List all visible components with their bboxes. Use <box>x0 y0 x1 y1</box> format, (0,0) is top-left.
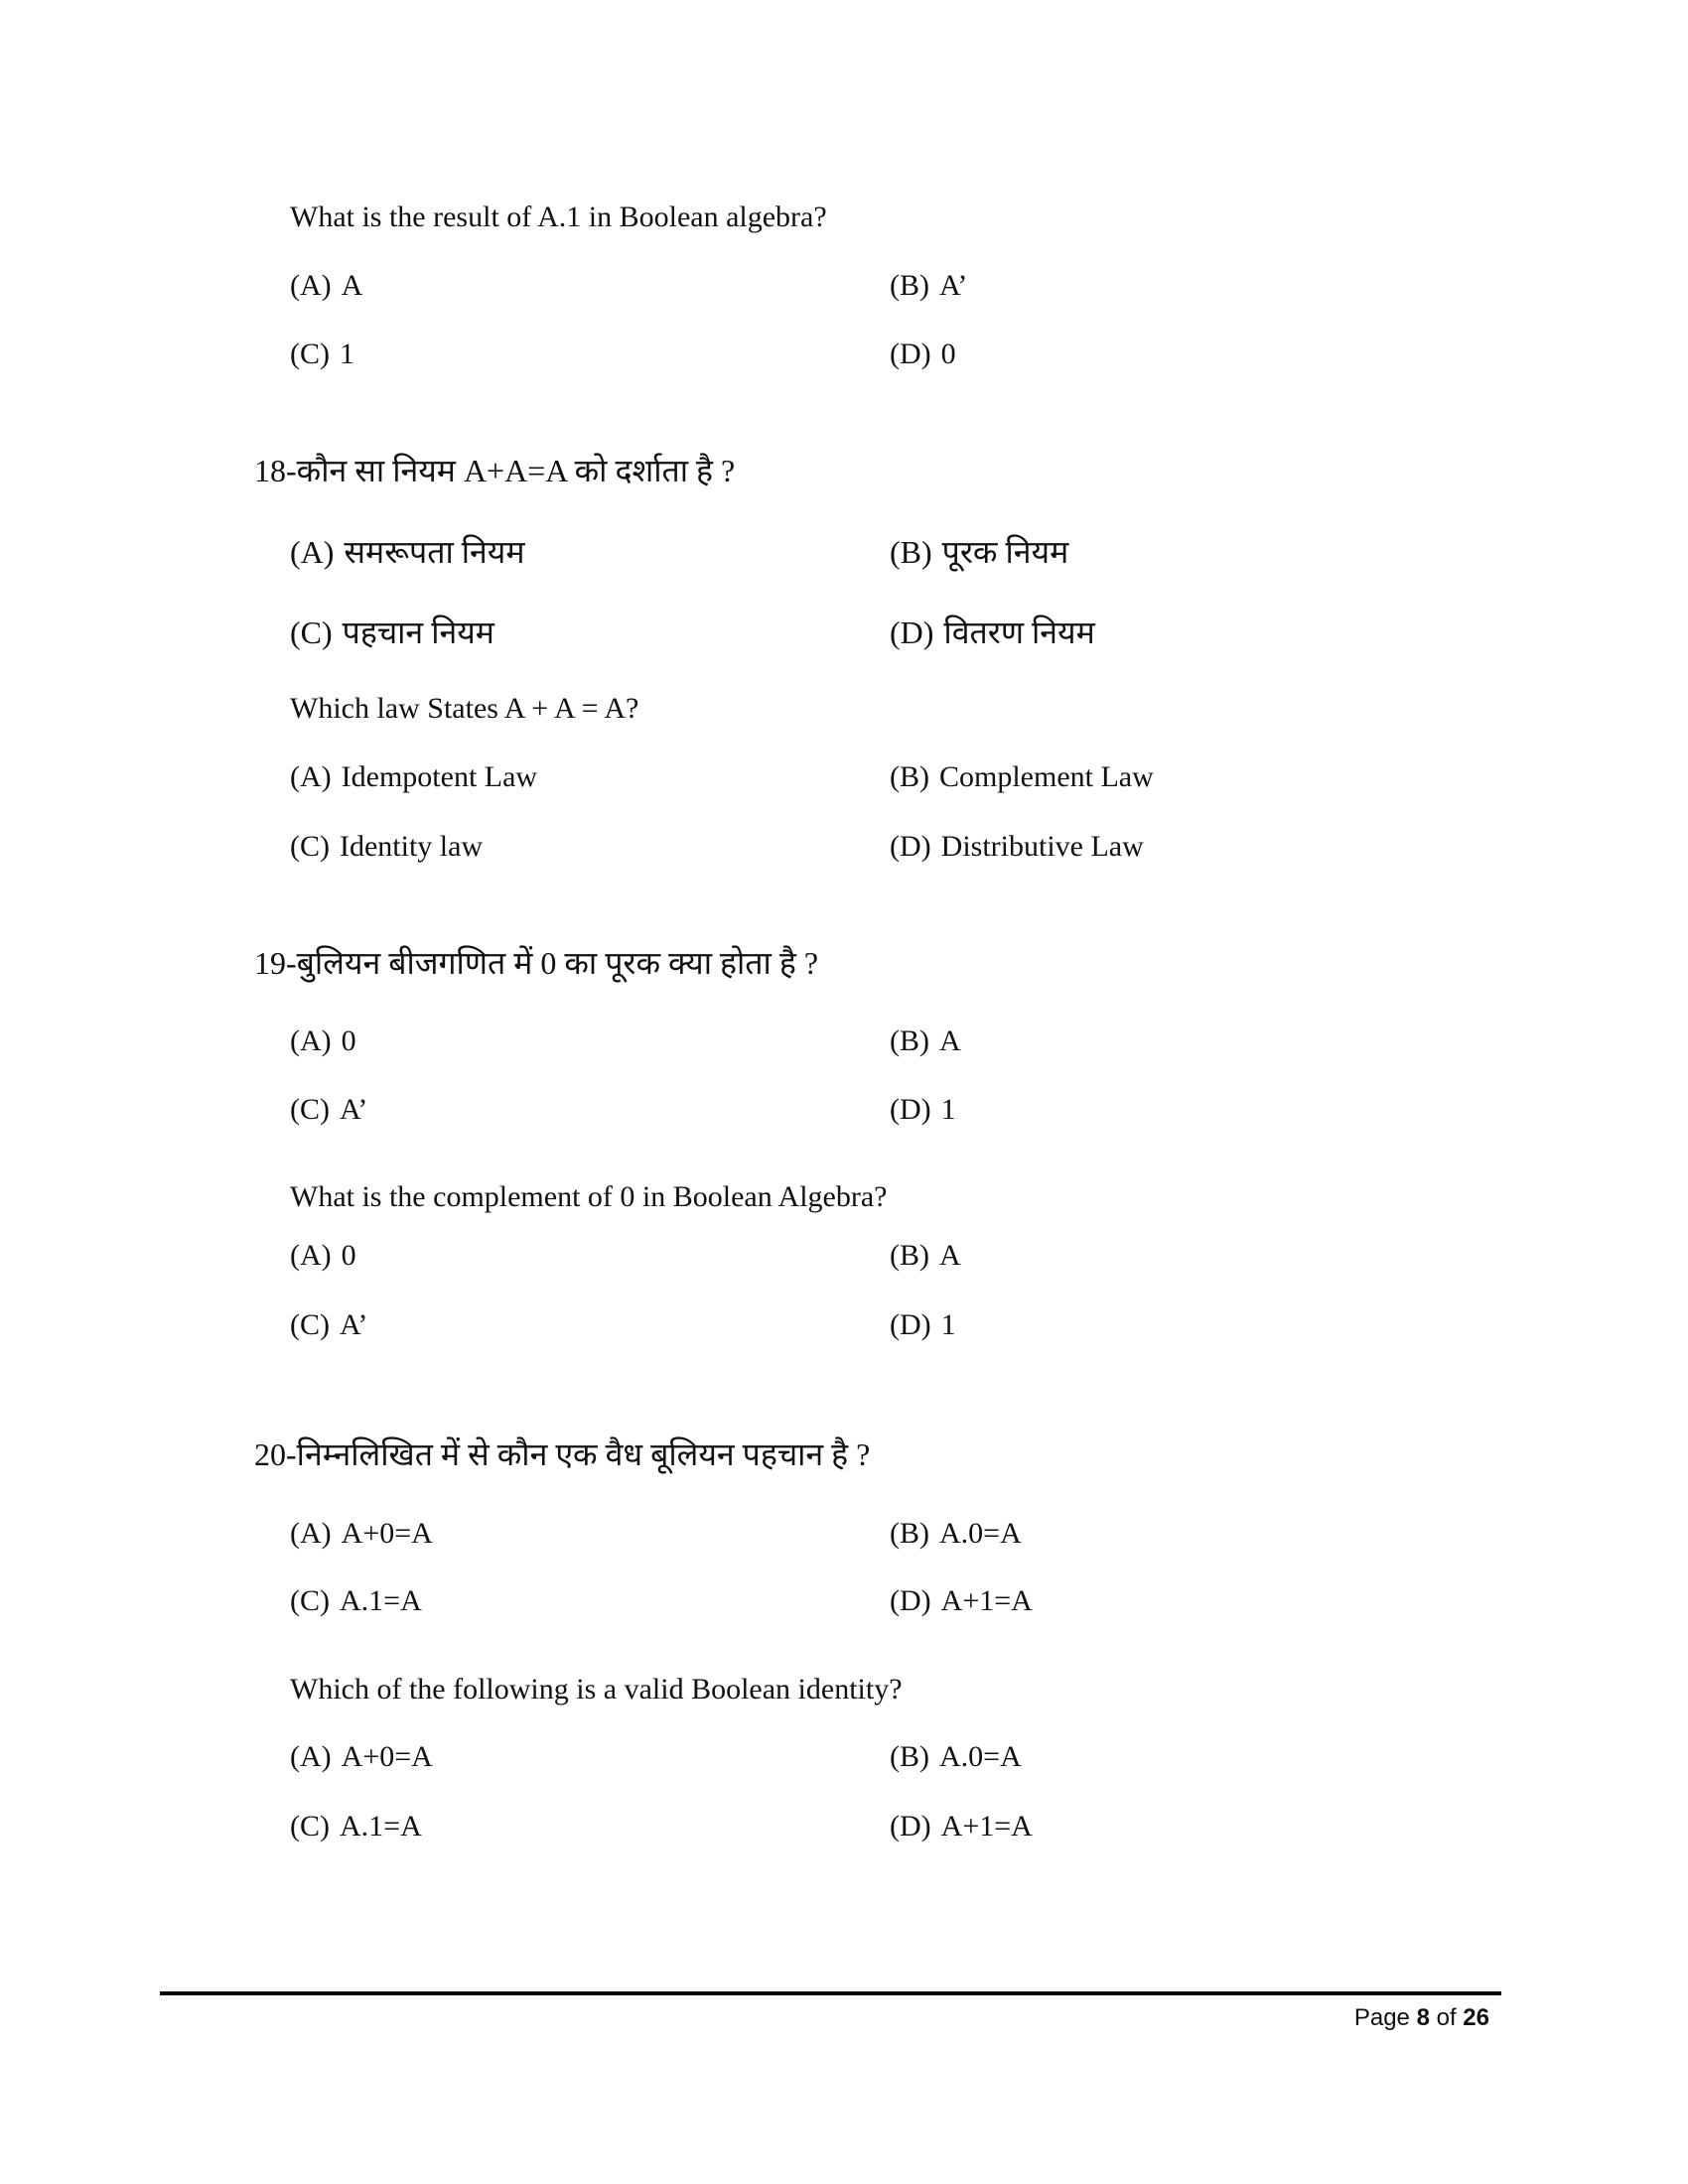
option-label: (C) <box>290 614 333 650</box>
option-text: A+1=A <box>940 1810 1033 1843</box>
footer-rule <box>160 1991 1501 1995</box>
option-d <box>890 1583 1033 1619</box>
option-label: (D) <box>890 1308 931 1341</box>
option-label: (A) <box>290 1024 332 1057</box>
option-label: (D) <box>890 614 934 650</box>
of-word: of <box>1436 2004 1457 2031</box>
option-text: A <box>939 1239 961 1272</box>
option-label: (D) <box>890 830 931 863</box>
option-label: (A) <box>290 534 335 570</box>
option-d <box>890 1307 956 1343</box>
option-c <box>290 1809 422 1844</box>
option-d <box>890 337 956 372</box>
option-text: A.1=A <box>340 1584 422 1617</box>
option-label: (D) <box>890 338 931 370</box>
option-b <box>890 1516 1022 1552</box>
option-label: (C) <box>290 1093 330 1126</box>
option-a <box>290 1024 356 1059</box>
question-text: Which law States A + A = A? <box>290 692 639 725</box>
option-text: A.1=A <box>340 1810 422 1843</box>
option-label: (D) <box>890 1093 931 1126</box>
question-text: What is the complement of 0 in Boolean Algebra? <box>290 1180 888 1213</box>
question-number: 18- <box>254 453 297 488</box>
option-label: (B) <box>890 1239 929 1272</box>
option-c <box>290 1092 367 1128</box>
option-text: 1 <box>940 1093 956 1126</box>
option-text: समरूपता नियम <box>344 534 525 570</box>
option-label: (B) <box>890 534 932 570</box>
option-text: 1 <box>940 1308 956 1341</box>
option-label: (C) <box>290 1810 330 1843</box>
option-text: A’ <box>939 269 968 302</box>
question-20-hindi <box>254 1436 870 1472</box>
option-label: (D) <box>890 1810 931 1843</box>
option-b <box>890 1024 961 1059</box>
option-label: (C) <box>290 338 330 370</box>
option-label: (B) <box>890 269 929 302</box>
option-c <box>290 1583 422 1619</box>
option-a <box>290 268 362 304</box>
question-19-hindi <box>254 945 818 981</box>
question-text: बुलियन बीजगणित में 0 का पूरक क्या होता है ? <box>296 945 819 981</box>
current-page: 8 <box>1416 2004 1430 2031</box>
option-d <box>890 1809 1033 1844</box>
option-d <box>890 1092 956 1128</box>
question-text: Which of the following is a valid Boolean identity? <box>290 1673 903 1706</box>
option-text: A+1=A <box>940 1584 1033 1617</box>
option-label: (C) <box>290 1584 330 1617</box>
option-text: A.0=A <box>939 1517 1022 1550</box>
question-text: कौन सा नियम A+A=A को दर्शाता है ? <box>296 453 736 488</box>
option-d <box>890 829 1144 865</box>
option-a <box>290 1516 433 1552</box>
option-label: (B) <box>890 760 929 793</box>
option-text: पहचान नियम <box>342 614 494 650</box>
question-number: 20- <box>254 1436 297 1472</box>
option-label: (C) <box>290 830 330 863</box>
option-b <box>890 268 967 304</box>
option-c <box>290 614 494 650</box>
option-label: (A) <box>290 1239 332 1272</box>
option-label: (A) <box>290 760 332 793</box>
option-a <box>290 534 525 570</box>
option-text: वितरण नियम <box>943 614 1095 650</box>
option-label: (B) <box>890 1024 929 1057</box>
option-label: (B) <box>890 1517 929 1550</box>
page-number <box>1354 2003 1489 2033</box>
question-18-hindi <box>254 453 735 488</box>
option-b <box>890 1238 961 1274</box>
question-text: What is the result of A.1 in Boolean algebra? <box>290 201 827 233</box>
question-text: निम्नलिखित में से कौन एक वैध बूलियन पहचान है ? <box>296 1436 871 1472</box>
option-label: (D) <box>890 1584 931 1617</box>
option-text: Idempotent Law <box>341 760 538 793</box>
option-text: Complement Law <box>939 760 1154 793</box>
option-label: (B) <box>890 1740 929 1773</box>
option-a <box>290 1238 356 1274</box>
option-text: 0 <box>341 1024 356 1057</box>
option-d <box>890 614 1095 650</box>
option-label: (A) <box>290 1517 332 1550</box>
option-text: 0 <box>341 1239 356 1272</box>
option-c <box>290 337 354 372</box>
option-text: 1 <box>340 338 354 370</box>
option-text: Distributive Law <box>940 830 1144 863</box>
question-number: 19- <box>254 945 297 981</box>
option-label: (A) <box>290 1740 332 1773</box>
option-text: पूरक नियम <box>941 534 1069 570</box>
option-c <box>290 1307 367 1343</box>
option-text: A <box>341 269 363 302</box>
option-text: Identity law <box>340 830 484 863</box>
option-text: A+0=A <box>341 1740 433 1773</box>
option-label: (C) <box>290 1308 330 1341</box>
option-text: A’ <box>340 1093 368 1126</box>
option-text: A’ <box>340 1308 368 1341</box>
page-word: Page <box>1353 2004 1410 2031</box>
option-text: A+0=A <box>341 1517 433 1550</box>
option-text: A <box>939 1024 961 1057</box>
option-text: 0 <box>940 338 956 370</box>
option-b <box>890 534 1068 570</box>
option-b <box>890 759 1154 795</box>
option-a <box>290 1739 433 1775</box>
option-a <box>290 759 537 795</box>
option-text: A.0=A <box>939 1740 1022 1773</box>
total-pages: 26 <box>1463 2004 1489 2031</box>
option-b <box>890 1739 1022 1775</box>
option-c <box>290 829 483 865</box>
option-label: (A) <box>290 269 332 302</box>
